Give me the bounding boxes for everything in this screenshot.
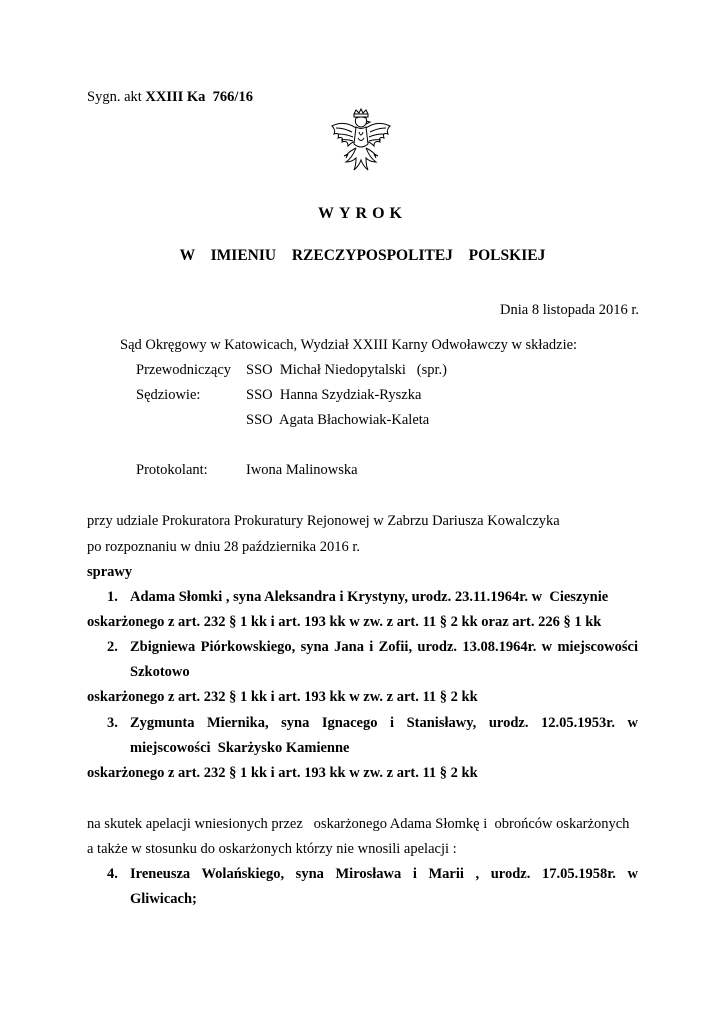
prosecutor-line: przy udziale Prokuratora Prokuratury Rejonowej w Zabrzu Dariusza Kowalczyka (87, 513, 560, 529)
case-signature (87, 88, 253, 106)
defendant-2-charge: oskarżonego z art. 232 § 1 kk i art. 193 kk w zw. z art. 11 § 2 kk (87, 689, 478, 705)
defendant-4-number: 4. (107, 866, 118, 882)
defendant-2-number: 2. (107, 639, 118, 655)
hearing-line: po rozpoznaniu w dniu 28 października 2016 r. (87, 539, 361, 555)
polish-eagle-emblem-icon (326, 108, 396, 184)
appeal-line-1: na skutek apelacji wniesionych przez oskarżonego Adama Słomkę i obrońców oskarżonych (87, 816, 630, 832)
defendant-1-charge: oskarżonego z art. 232 § 1 kk i art. 193 kk w zw. z art. 11 § 2 kk oraz art. 226 § 1 kk (87, 614, 602, 630)
verdict-title: WYROK (318, 205, 407, 222)
defendant-1-number: 1. (107, 589, 118, 605)
defendant-1-name: Adama Słomki , syna Aleksandra i Krystyny, urodz. 23.11.1964r. w Cieszynie (130, 589, 609, 605)
defendant-3-place: miejscowości Skarżysko Kamienne (130, 740, 350, 756)
chair-name: SSO Michał Niedopytalski (spr.) (246, 362, 447, 378)
defendant-3-number: 3. (107, 715, 118, 731)
case-signature-prefix: Sygn. akt (87, 89, 142, 105)
defendant-4-place: Gliwicach; (130, 891, 197, 907)
appeal-line-2: a także w stosunku do oskarżonych którzy nie wnosili apelacji : (87, 841, 457, 857)
judge-2-name: SSO Agata Błachowiak-Kaleta (246, 412, 430, 428)
defendant-2-name: Zbigniewa Piórkowskiego, syna Jana i Zofii, urodz. 13.08.1964r. w miejscowości (130, 639, 638, 655)
case-signature-number: XXIII Ka 766/16 (145, 89, 253, 105)
verdict-subtitle: W IMIENIU RZECZYPOSPOLITEJ POLSKIEJ (179, 247, 546, 264)
judge-1-name: SSO Hanna Szydziak-Ryszka (246, 387, 422, 403)
cases-label: sprawy (87, 564, 133, 580)
defendant-4-name: Ireneusza Wolańskiego, syna Mirosława i Marii , urodz. 17.05.1958r. w (130, 866, 638, 882)
judges-label: Sędziowie: (136, 387, 201, 403)
clerk-name: Iwona Malinowska (246, 462, 358, 478)
court-intro: Sąd Okręgowy w Katowicach, Wydział XXIII Karny Odwoławczy w składzie: (120, 337, 578, 353)
chair-label: Przewodniczący (136, 362, 232, 378)
clerk-label: Protokolant: (136, 462, 208, 478)
defendant-3-name: Zygmunta Miernika, syna Ignacego i Stanisławy, urodz. 12.05.1953r. w (130, 715, 638, 731)
defendant-2-place: Szkotowo (130, 664, 190, 680)
verdict-date: Dnia 8 listopada 2016 r. (500, 302, 639, 318)
defendant-3-charge: oskarżonego z art. 232 § 1 kk i art. 193 kk w zw. z art. 11 § 2 kk (87, 765, 478, 781)
